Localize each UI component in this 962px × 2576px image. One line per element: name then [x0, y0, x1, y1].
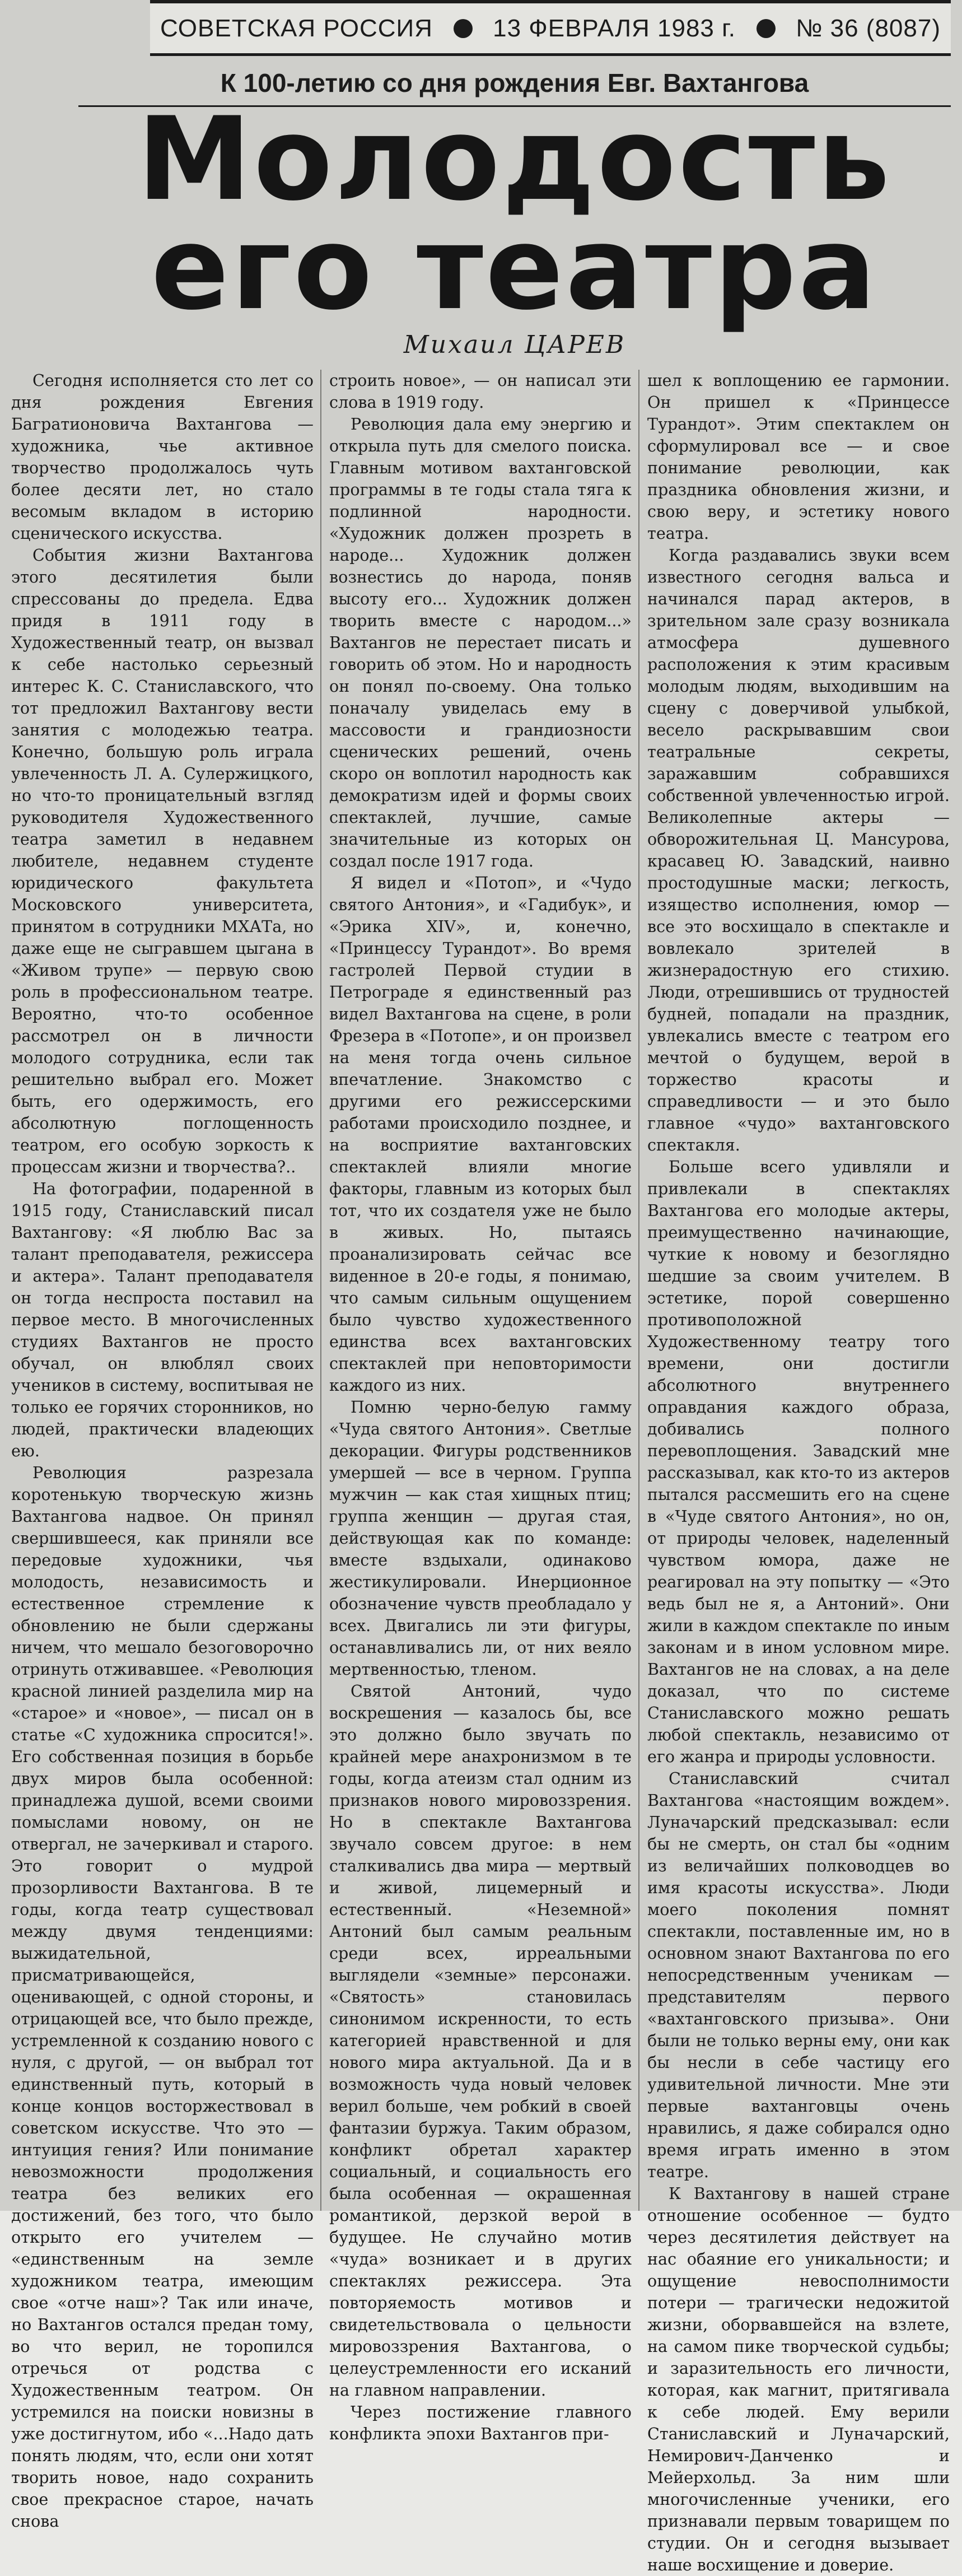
article-title	[78, 93, 951, 346]
masthead	[150, 0, 951, 56]
paragraph: Сегодня исполняется сто лет со дня рождения Евгения Багратионовича Вахтангова — художника, чье активное творчество продолжалось чуть более десяти лет, но стало весомым вкладом в историю сценического искусства.	[11, 371, 314, 543]
column-3	[647, 370, 950, 2574]
title-line-2: его театра	[151, 202, 879, 336]
article-body	[6, 370, 951, 2574]
paragraph: Через постижение главного конфликта эпохи Вахтангов при-	[329, 2402, 632, 2443]
paragraph: На фотографии, подаренной в 1915 году, Станиславский писал Вахтангову: «Я люблю Вас за талант преподавателя, режиссера и актера». Талант преподавателя он тогда неспроста поставил на первое место. В многочисленных студиях Вахтангов не просто обучал, он влюблял своих учеников в систему, воспитывая не только ее горячих сторонников, но людей, практически владеющих ею.	[11, 1179, 314, 1460]
paragraph: Революция дала ему энергию и открыла путь для смелого поиска. Главным мотивом вахтанговской программы в те годы стала тяга к подлинной народности. «Художник должен прозреть в народе... Художник должен вознестись до народа, поняв высоту его... Художник должен творить вместе с народом...» Вахтангов не перестает писать и говорить об этом. Но и народность он понял по-своему. Она только поначалу увиделась ему в массовости и грандиозности сценических решений, очень скоро он воплотил народность как демократизм идей и формы своих спектаклей, лучшие, самые значительные из которых он создал после 1917 года.	[329, 414, 632, 870]
paragraph: Когда раздавались звуки всем известного сегодня вальса и начинался парад актеров, в зрительном зале сразу возникала атмосфера душевного расположения к этим красивым молодым людям, выходившим на сцену с доверчивой улыбкой, весело раскрывавшим свои театральные секреты, заражавшим собравшихся собственной увлеченностью игрой. Великолепные актеры — обворожительная Ц. Мансурова, красавец Ю. Завадский, наивно простодушные маски; легкость, изящество исполнения, юмор — все это восхищало в спектакле и вовлекало зрителей в жизнерадостную его стихию. Люди, отрешившись от трудностей будней, попадали на праздник, увлекались вместе с театром его мечтой о будущем, верой в торжество красоты и справедливости — и это было главное «чудо» вахтанговского спектакля.	[647, 546, 950, 1154]
paragraph: Я видел и «Потоп», и «Чудо святого Антония», и «Гадибук», и «Эрика XIV», и, конечно, «Принцессу Турандот». Во время гастролей Первой студии в Петрограде я единственный раз видел Вахтангова на сцене, в роли Фрезера в «Потопе», и он произвел на меня тогда очень сильное впечатление. Знакомство с другими его режиссерскими работами происходило позднее, и на восприятие вахтанговских спектаклей влияли многие факторы, главным из которых был тот, что их создателя уже не было в живых. Но, пытаясь проанализировать сейчас все виденное в 20-е годы, я понимаю, что самым сильным ощущением было чувство художественного единства всех вахтанговских спектаклей при неповторимости каждого из них.	[329, 873, 632, 1395]
column-divider	[638, 370, 639, 2211]
paragraph: Святой Антоний, чудо воскрешения — казалось бы, все это должно было звучать по крайней мере анахронизмом в те годы, когда атеизм стал одним из признаков нового мировоззрения. Но в спектакле Вахтангова звучало совсем другое: в нем сталкивались два мира — мертвый и живой, лицемерный и естественный. «Неземной» Антоний был самым реальным среди всех, ирреальными выглядели «земные» персонажи. «Святость» становилась синонимом искренности, то есть категорией нравственной и для нового мира актуальной. Да и в возможность чуда новый человек верил больше, чем робкий в своей фантазии буржуа. Таким образом, конфликт обретал характер социальный, и социальность его была особенная — окрашенная романтикой, дерзкой верой в будущее. Не случайно мотив «чуда» возникает и в других спектаклях режиссера. Эта повторяемость мотивов и свидетельствовала о цельности мировоззрения Вахтангова, о целеустремленности его исканий на главном направлении.	[329, 1681, 632, 2400]
bullet-icon	[454, 19, 473, 38]
paragraph: Революция разрезала коротенькую творческую жизнь Вахтангова надвое. Он принял свершившееся, как приняли все передовые художники, чья молодость, независимость и естественное стремление к обновлению не были сдержаны ничем, что мешало безоговорочно отринуть отживавшее. «Революция красной линией разделила мир на «старое» и «новое», — писал он в статье «С художника спросится!». Его собственная позиция в борьбе двух миров была особенной: принадлежа душой, всеми своими помыслами новому, он не отвергал, не зачеркивал и старого. Это говорит о мудрой прозорливости Вахтангова. В те годы, когда театр существовал между двумя тенденциями: выжидательной, присматривающейся, оценивающей, с одной стороны, и отрицающей все, что было прежде, устремленной к созданию нового с нуля, с другой, — он выбрал тот единственный путь, который в конце концов восторжествовал в советском искусстве. Что это — интуиция гения? Или понимание невозможности продолжения театра без великих его достижений, без того, что было открыто его учителем — «единственным на земле художником театра, имеющим свое «отче наш»? Так или иначе, но Вахтангов остался предан тому, во что верил, не торопился отречься от родства с Художественным театром. Он устремился на поиски новизны в уже достигнутом, ибо «...Надо дать понять людям, что, если они хотят творить новое, надо сохранить свое прекрасное старое, начать снова	[11, 1463, 314, 2531]
paragraph: Больше всего удивляли и привлекали в спектаклях Вахтангова его молодые актеры, преимущественно начинающие, чуткие к новому и безоглядно шедшие за своим учителем. В эстетике, порой совершенно противоположной Художественному театру того времени, они достигли абсолютного внутреннего оправдания каждого образа, добивались полного перевоплощения. Завадский мне рассказывал, как кто-то из актеров пытался рассмешить его на сцене в «Чуде святого Антония», но он, от природы человек, наделенный чувством юмора, даже не реагировал на эту попытку — «Это ведь был не я, а Антоний». Они жили в каждом спектакле по иным законам и в ином условном мире. Вахтангов не на словах, а на деле доказал, что по системе Станиславского можно решать любой спектакль, независимо от его жанра и природы условности.	[647, 1157, 950, 1766]
bullet-icon	[756, 19, 776, 38]
paragraph: К Вахтангову в нашей стране отношение особенное — будто через десятилетия действует на нас обаяние его уникальности; и ощущение невосполнимости потери — трагически недожитой жизни, оборвавшейся на взлете, на самом пике творческой судьбы; и заразительность его личности, которая, как магнит, притягивала к себе людей. Ему верили Станиславский и Луначарский, Немирович-Данченко и Мейерхольд. За ним шли многочисленные ученики, его признавали первым товарищем по студии. Он и сегодня вызывает наше восхищение и доверие.	[647, 2184, 950, 2574]
column-1	[11, 370, 314, 2531]
anniversary-banner: К 100-летию со дня рождения Евг. Вахтангова	[78, 60, 951, 107]
title-line-1: Молодость	[137, 93, 893, 226]
column-2	[329, 370, 632, 2443]
paragraph: Станиславский считал Вахтангова «настоящим вождем». Луначарский предсказывал: если бы не смерть, он стал бы «одним из величайших полководцев во имя красоты искусства». Люди моего поколения помнят спектакли, поставленные им, но в основном знают Вахтангова по его непосредственным ученикам — представителям первого «вахтанговского призыва». Они были не только верны ему, они как бы несли в себе частицу его удивительной личности. Мне эти первые вахтанговцы очень нравились, я даже собирался одно время играть именно в этом театре.	[647, 1769, 950, 2181]
column-divider	[320, 370, 321, 2211]
article-author: Михаил ЦАРЕВ	[403, 330, 626, 359]
issue-date: 13 ФЕВРАЛЯ 1983 г.	[493, 14, 736, 42]
issue-number: № 36 (8087)	[796, 14, 941, 42]
newspaper-name: СОВЕТСКАЯ РОССИЯ	[160, 14, 433, 42]
paragraph: строить новое», — он написал эти слова в 1919 году.	[329, 371, 632, 412]
paragraph: шел к воплощению ее гармонии. Он пришел к «Принцессе Турандот». Этим спектаклем он сформулировал все — и свое понимание революции, как праздника обновления жизни, и свою веру, и эстетику нового театра.	[647, 371, 950, 543]
paragraph: Помню черно-белую гамму «Чуда святого Антония». Светлые декорации. Фигуры родственников умершей — все в черном. Группа мужчин — как стая хищных птиц; группа женщин — другая стая, действующая как по команде: вместе вздыхали, одинаково жестикулировали. Инерционное обозначение чувств преобладало у всех. Двигались ли эти фигуры, останавливались ли, от них веяло мертвенностью, тленом.	[329, 1398, 632, 1679]
paragraph: События жизни Вахтангова этого десятилетия были спрессованы до предела. Едва придя в 1911 году в Художественный театр, он вызвал к себе настолько серьезный интерес К. С. Станиславского, что тот предложил Вахтангову вести занятия с молодежью театра. Конечно, большую роль играла увлеченность Л. А. Сулержицкого, но что-то проницательный взгляд руководителя Художественного театра заметил в недавнем любителе, недавнем студенте юридического факультета Московского университета, принятом в сотрудники МХАТа, но даже еще не сыгравшем цыгана в «Живом трупе» — первую свою роль в профессиональном театре. Вероятно, что-то особенное рассмотрел он в личности молодого сотрудника, если так решительно выбрал его. Может быть, его одержимость, его абсолютную поглощенность театром, его особую зоркость к процессам жизни и творчества?..	[11, 546, 314, 1176]
